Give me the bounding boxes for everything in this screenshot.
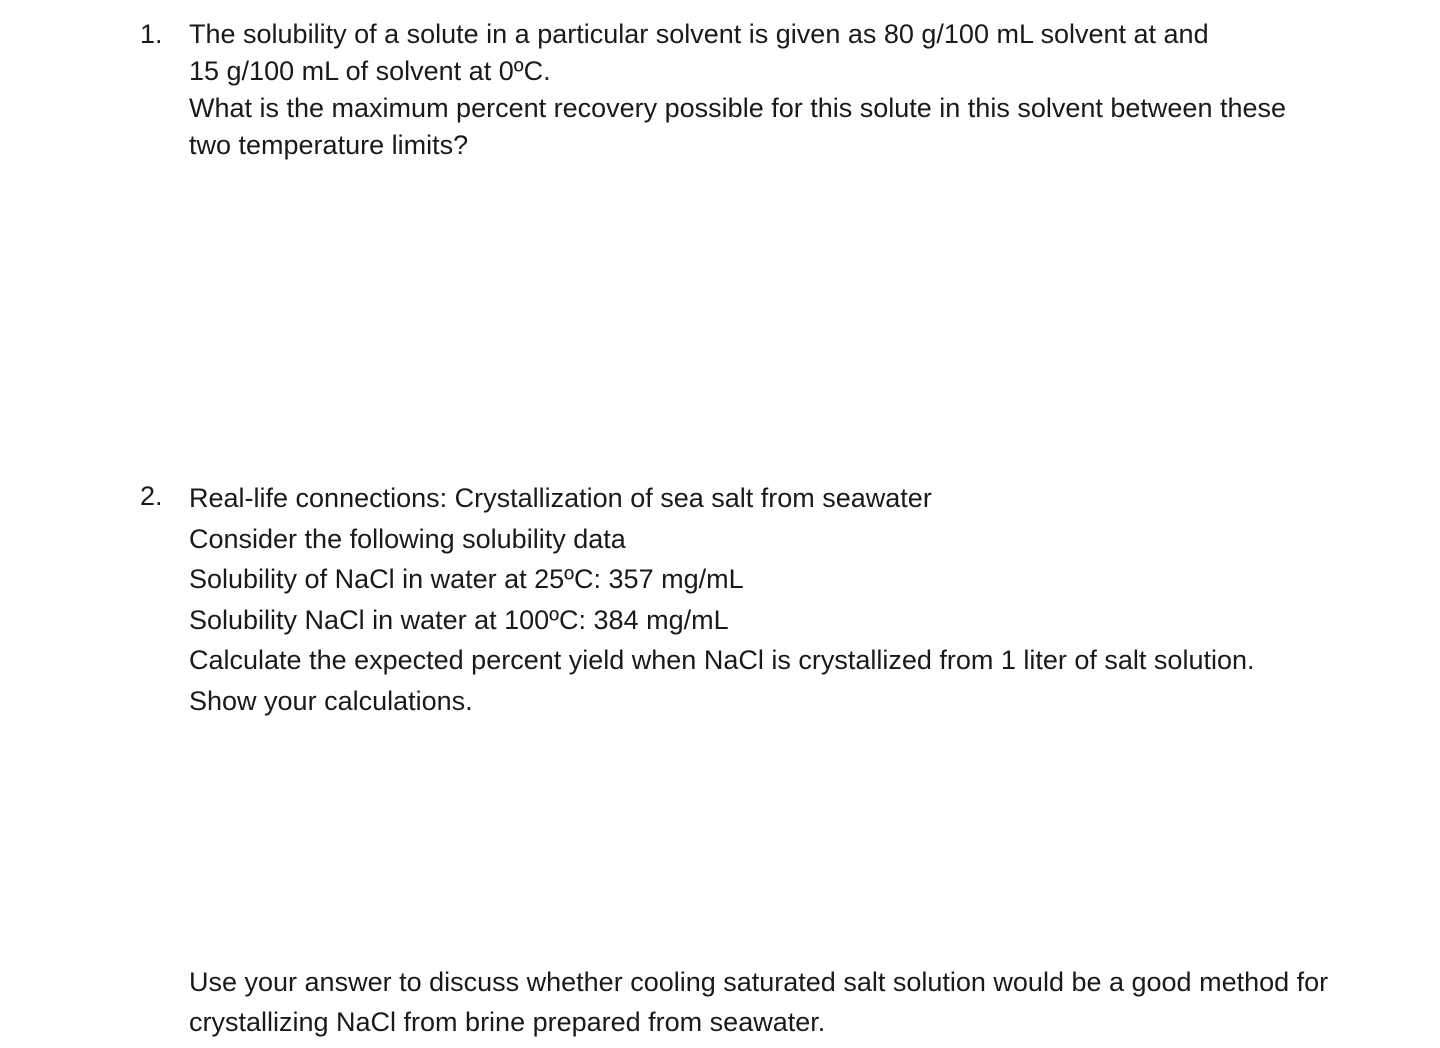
question-line: Solubility NaCl in water at 100ºC: 384 mg/mL: [189, 604, 729, 635]
question-line: What is the maximum percent recovery possible for this solute in this solvent between these: [189, 93, 1287, 123]
question-line: Show your calculations.: [189, 685, 473, 716]
question-number: 1.: [140, 19, 163, 49]
question-line: Real-life connections: Crystallization of sea salt from seawater: [189, 483, 932, 513]
question-line: 15 g/100 mL of solvent at 0ºC.: [189, 56, 551, 86]
question-text: [189, 16, 1389, 164]
question-line: The solubility of a solute in a particular solvent is given as 80 g/100 mL solvent at and: [189, 19, 1209, 49]
closing-line: Use your answer to discuss whether cooling saturated salt solution would be a good method for: [189, 967, 1329, 997]
question-number: 2.: [140, 481, 163, 511]
closing-prompt: [189, 962, 1389, 1042]
question-line: Solubility of NaCl in water at 25ºC: 357 mg/mL: [189, 564, 744, 594]
closing-line: crystallizing NaCl from brine prepared from seawater.: [189, 1007, 826, 1037]
question-line: Consider the following solubility data: [189, 523, 626, 554]
question-line: two temperature limits?: [189, 130, 469, 160]
question-line: Calculate the expected percent yield when NaCl is crystallized from 1 liter of salt solution.: [189, 645, 1255, 675]
question-text: [189, 478, 1389, 721]
